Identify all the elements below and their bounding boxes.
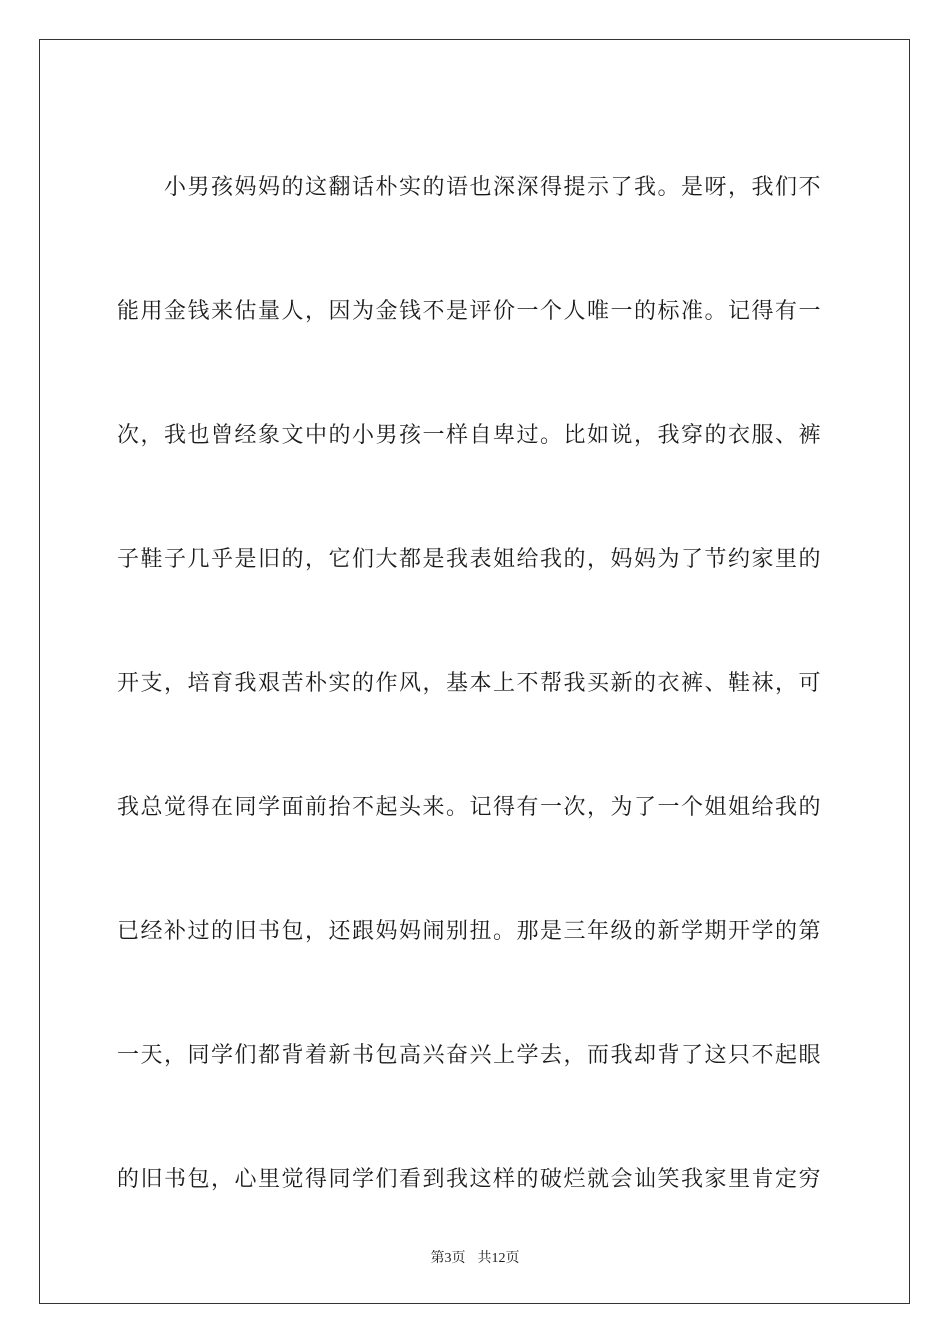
text-line: 一天，同学们都背着新书包高兴奋兴上学去，而我却背了这只不起眼 [117,1043,823,1068]
text-line: 子鞋子几乎是旧的，它们大都是我表姐给我的，妈妈为了节约家里的 [117,547,823,572]
text-line: 次，我也曾经象文中的小男孩一样自卑过。比如说，我穿的衣服、裤 [117,423,823,448]
page-total: 共12页 [477,1251,520,1266]
text-line: 我总觉得在同学面前抬不起头来。记得有一次，为了一个姐姐给我的 [117,795,823,820]
text-line: 小男孩妈妈的这翻话朴实的语也深深得提示了我。是呀，我们不 [164,175,823,200]
text-line: 已经补过的旧书包，还跟妈妈闹别扭。那是三年级的新学期开学的第 [117,919,823,944]
body-paragraph [117,126,833,1242]
text-line: 的旧书包，心里觉得同学们看到我这样的破烂就会讪笑我家里肯定穷 [117,1167,823,1192]
page-footer [0,1247,950,1267]
text-line: 能用金钱来估量人，因为金钱不是评价一个人唯一的标准。记得有一 [117,299,823,324]
text-line: 开支，培育我艰苦朴实的作风，基本上不帮我买新的衣裤、鞋袜，可 [117,671,823,696]
page-number: 第3页 [430,1251,466,1266]
